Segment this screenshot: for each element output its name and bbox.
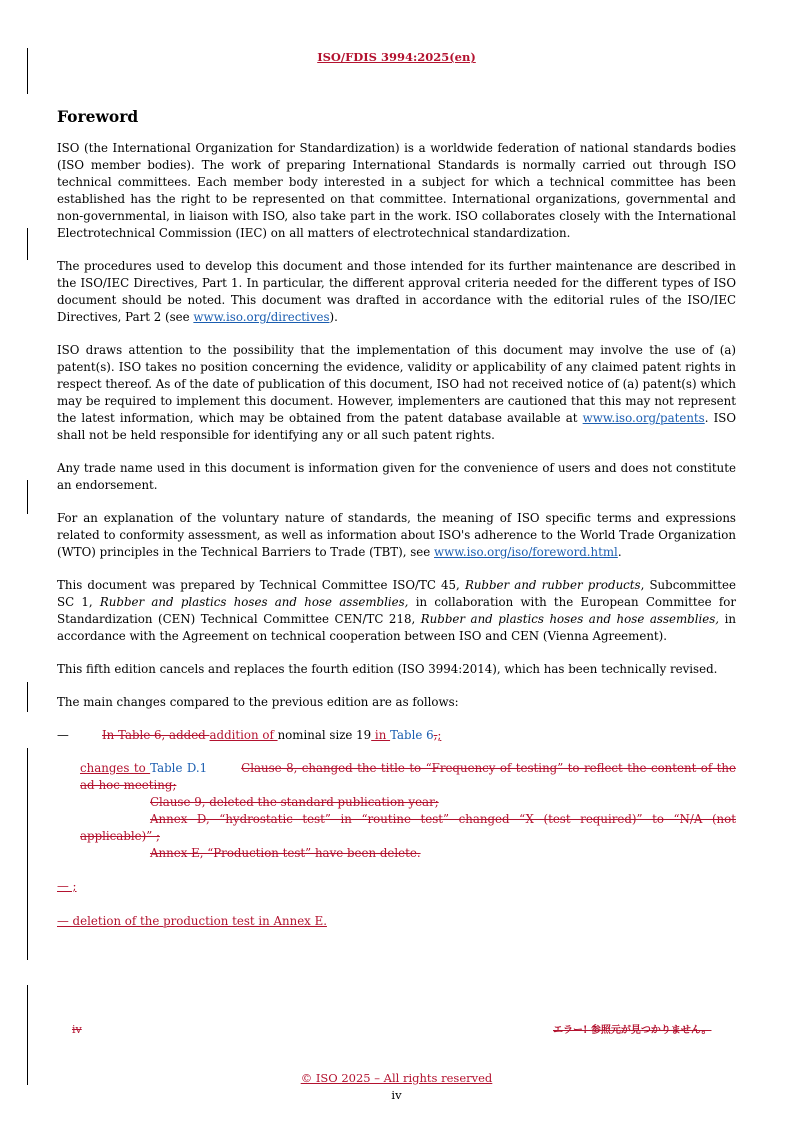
deleted-annex-e: Annex E, “Production test” have been delete. — [150, 846, 421, 860]
patents-link[interactable]: www.iso.org/patents — [582, 411, 705, 425]
foreword-section — [57, 108, 736, 946]
subcommittee-title: Rubber and plastics hoses and hose assemblies, — [99, 595, 409, 609]
paragraph-text: in collaboration with the European Committee for Standardization (CEN) Technical Committee CEN/TC 218, — [57, 595, 737, 626]
list-text: nominal size 19 — [277, 728, 372, 742]
change-bar — [27, 682, 28, 712]
paragraph-changes-intro: The main changes compared to the previous edition are as follows: — [57, 695, 459, 709]
paragraph-text: , Subcommittee SC 1, — [57, 578, 736, 609]
foreword-title: Foreword — [57, 107, 139, 126]
list-dash: — — [57, 728, 69, 742]
paragraph-text: in accordance with the Agreement on technical cooperation between ISO and CEN (Vienna Agreement). — [57, 612, 737, 643]
paragraph-text: ). — [329, 310, 338, 324]
paragraph-edition: This fifth edition cancels and replaces the fourth edition (ISO 3994:2014), which has been technically revised. — [57, 662, 718, 676]
deleted-text: , — [433, 728, 438, 742]
change-bar — [27, 985, 28, 1085]
deleted-annex-d: Annex D, “hydrostatic test” in “routine test” changed “X (test required)” to “N/A (not applicable)” ; — [80, 812, 736, 843]
footer-page-label: iv — [72, 1023, 82, 1036]
copyright-notice: © ISO 2025 – All rights reserved — [300, 1071, 493, 1085]
inserted-text: addition of — [209, 728, 278, 742]
inserted-list-item: — ; — [57, 879, 77, 893]
inserted-text: in — [371, 728, 391, 742]
change-bar — [27, 480, 28, 514]
paragraph-committee — [57, 577, 736, 645]
inserted-list-item: — deletion of the production test in Annex E. — [57, 914, 327, 928]
directives-link[interactable]: www.iso.org/directives — [193, 310, 330, 324]
committee-title: Rubber and rubber products — [464, 578, 641, 592]
deleted-clause-9: Clause 9, deleted the standard publication year; — [150, 795, 439, 809]
paragraph-text: This document was prepared by Technical Committee ISO/TC 45, — [57, 578, 465, 592]
table-reference[interactable]: Table 6 — [390, 728, 434, 742]
footer-reference-error: エラー! 参照元が見つかりません。 — [553, 1025, 712, 1036]
change-bar — [27, 748, 28, 960]
inserted-text: changes to — [80, 761, 151, 775]
paragraph-text: ISO draws attention to the possibility that the implementation of this document may involve the use of (a) patent(s). ISO takes no position concerning the evidence, validity or applicability of any claimed patent rights in respect thereof. As of the date of publication of this document, ISO had not received notice of (a) patent(s) which may be required to implement this document. However, implementers are cautioned that this may not represent the latest information, which may be obtained from the patent database available at — [57, 343, 736, 425]
paragraph-text: . ISO shall not be held responsible for identifying any or all such patent rights. — [57, 411, 736, 442]
list-item-text — [80, 727, 441, 744]
cen-committee-title: Rubber and plastics hoses and hose assemblies, — [420, 612, 720, 626]
table-reference[interactable]: Table D.1 — [150, 761, 208, 775]
change-list-item — [57, 727, 736, 744]
tracked-line — [80, 760, 736, 794]
page-number: iv — [391, 1088, 402, 1102]
tracked-line — [80, 845, 736, 862]
paragraph-patents — [57, 342, 736, 444]
deleted-clause-8: Clause 8, changed the title to “Frequency of testing” to reflect the content of the ad-hoc meeting; — [80, 761, 736, 792]
inserted-text: ; — [437, 728, 442, 742]
paragraph-procedures — [57, 258, 736, 326]
foreword-link[interactable]: www.iso.org/iso/foreword.html — [434, 545, 618, 559]
paragraph-trade-name: Any trade name used in this document is information given for the convenience of users and does not constitute an endorsement. — [57, 461, 736, 492]
paragraph-iso-intro: ISO (the International Organization for Standardization) is a worldwide federation of national standards bodies (ISO member bodies). The work of preparing International Standards is normally carried out through ISO technical committees. Each member body interested in a subject for which a technical committee has been established has the right to be represented on that committee. International organizations, governmental and non-governmental, in liaison with ISO, also take part in the work. ISO collaborates closely with the International Electrotechnical Commission (IEC) on all matters of electrotechnical standardization. — [57, 141, 736, 240]
paragraph-voluntary-nature — [57, 510, 736, 561]
tracked-line — [80, 794, 736, 811]
paragraph-text: For an explanation of the voluntary nature of standards, the meaning of ISO specific terms and expressions related to conformity assessment, as well as information about ISO's adherence to the World Trade Organization (WTO) principles in the Technical Barriers to Trade (TBT), see — [57, 511, 736, 559]
paragraph-text: The procedures used to develop this document and those intended for its further maintenance are described in the ISO/IEC Directives, Part 1. In particular, the different approval criteria needed for the different types of ISO document should be noted. This document was drafted in accordance with the editorial rules of the ISO/IEC Directives, Part 2 (see — [57, 259, 736, 324]
paragraph-text: . — [617, 545, 622, 559]
tracked-line — [80, 811, 736, 845]
tracked-changes-block — [80, 760, 736, 862]
deleted-text: In Table 6, added — [102, 728, 210, 742]
change-bar — [27, 228, 28, 260]
document-id-header: ISO/FDIS 3994:2025(en) — [317, 50, 476, 64]
